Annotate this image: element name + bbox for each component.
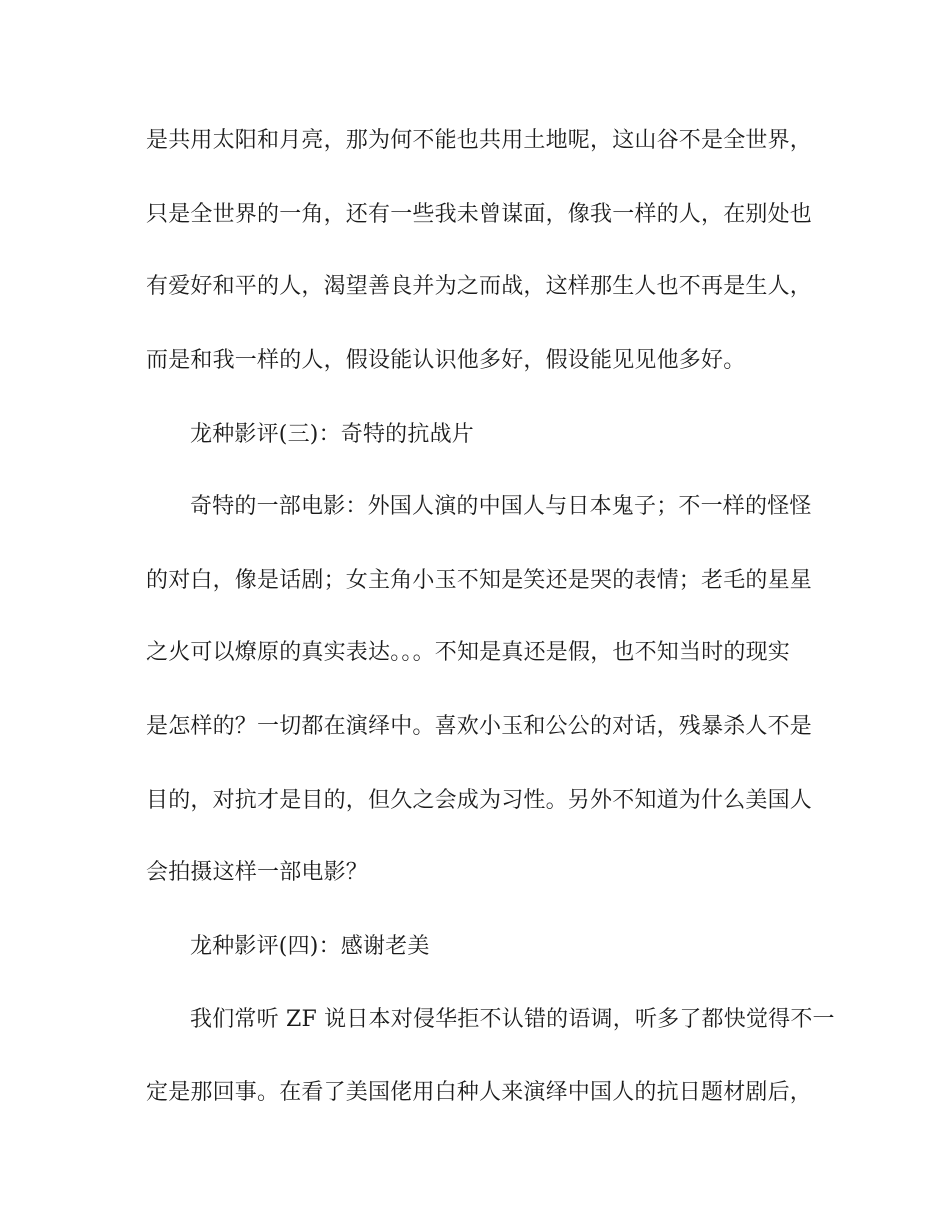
paragraph-line: 定是那回事。在看了美国佬用白种人来演绎中国人的抗日题材剧后，: [146, 1080, 813, 1105]
paragraph-line: 目的，对抗才是目的，但久之会成为习性。另外不知道为什么美国人: [146, 788, 813, 813]
paragraph-line: 会拍摄这样一部电影？: [146, 860, 369, 885]
paragraph-line: 是共用太阳和月亮，那为何不能也共用土地呢，这山谷不是全世界，: [146, 128, 813, 153]
paragraph-line: 而是和我一样的人，假设能认识他多好，假设能见见他多好。: [146, 348, 746, 373]
paragraph-line: 有爱好和平的人，渴望善良并为之而战，这样那生人也不再是生人，: [146, 274, 813, 299]
paragraph-line: 我们常听 ZF 说日本对侵华拒不认错的语调，听多了都快觉得不一: [190, 1007, 835, 1032]
paragraph-line: 的对白，像是话剧；女主角小玉不知是笑还是哭的表情；老毛的星星: [146, 568, 813, 593]
paragraph-line: 奇特的一部电影：外国人演的中国人与日本鬼子；不一样的怪怪: [190, 494, 812, 519]
section-heading-3: 龙种影评(三)：奇特的抗战片: [190, 422, 474, 447]
paragraph-line: 是怎样的？一切都在演绎中。喜欢小玉和公公的对话，残暴杀人不是: [146, 714, 813, 739]
paragraph-line: 只是全世界的一角，还有一些我未曾谋面，像我一样的人，在别处也: [146, 202, 813, 227]
section-heading-4: 龙种影评(四)：感谢老美: [190, 934, 430, 959]
paragraph-line: 之火可以燎原的真实表达。。。不知是真还是假，也不知当时的现实: [146, 640, 791, 665]
